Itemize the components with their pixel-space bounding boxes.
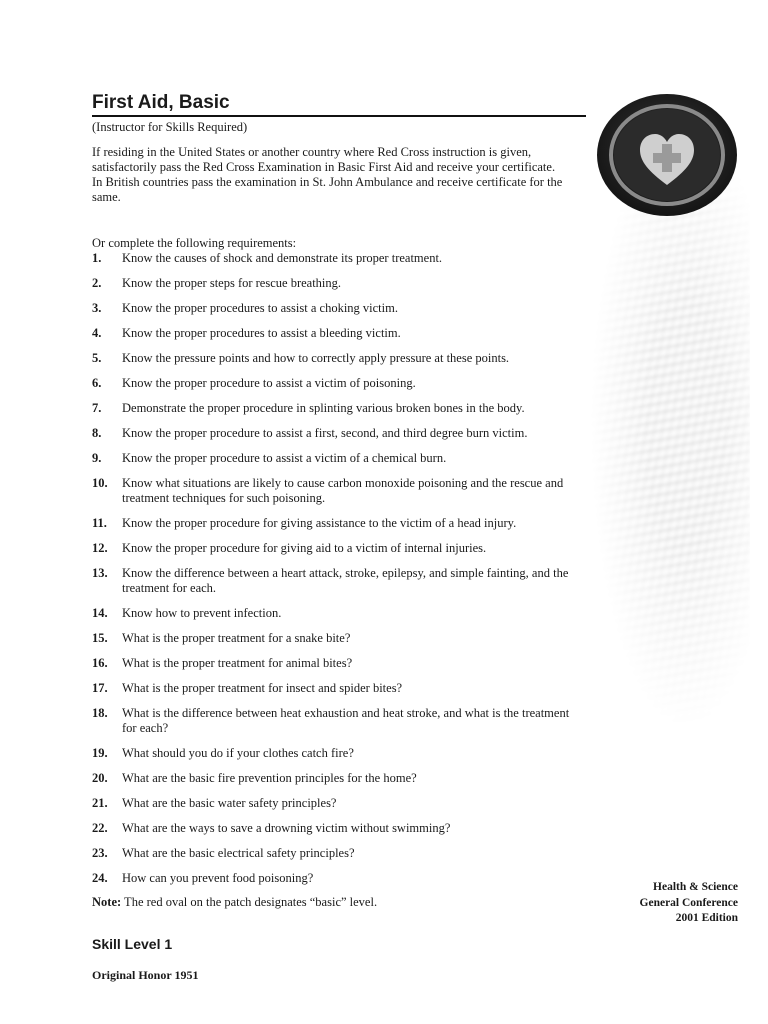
requirement-text: What are the basic electrical safety principles? [122, 846, 355, 860]
requirements-lead-in: Or complete the following requirements: [92, 236, 297, 250]
requirement-number: 2. [92, 276, 102, 290]
requirement-text: Know the proper steps for rescue breathing. [122, 276, 342, 290]
note [92, 895, 377, 910]
requirement-number: 16. [92, 656, 108, 670]
requirement-number: 5. [92, 351, 102, 365]
requirement-item [92, 771, 586, 786]
requirement-number: 4. [92, 326, 102, 340]
requirement-item [92, 541, 586, 556]
honor-patch [596, 93, 738, 217]
requirement-text: What should you do if your clothes catch fire? [122, 746, 354, 760]
requirement-item [92, 796, 586, 811]
requirement-number: 23. [92, 846, 108, 860]
requirement-item [92, 566, 586, 596]
intro-paragraph-british: In British countries pass the examination in St. John Ambulance and receive certificate for the same. [92, 175, 563, 204]
requirement-text: What are the basic water safety principles? [122, 796, 337, 810]
requirement-number: 20. [92, 771, 108, 785]
requirement-text: What is the difference between heat exhaustion and heat stroke, and what is the treatment for each? [122, 706, 570, 735]
note-text: The red oval on the patch designates “basic” level. [121, 895, 378, 909]
requirement-number: 3. [92, 301, 102, 315]
requirement-item [92, 351, 586, 366]
requirement-text: Know the proper procedure to assist a first, second, and third degree burn victim. [122, 426, 528, 440]
requirement-number: 11. [92, 516, 107, 530]
requirement-item [92, 301, 586, 316]
requirement-item [92, 326, 586, 341]
requirement-number: 9. [92, 451, 102, 465]
requirement-number: 22. [92, 821, 108, 835]
requirement-item [92, 706, 586, 736]
requirement-text: What are the basic fire prevention principles for the home? [122, 771, 417, 785]
requirement-number: 12. [92, 541, 108, 555]
requirement-number: 6. [92, 376, 102, 390]
requirement-item [92, 821, 586, 836]
note-label: Note: [92, 895, 122, 909]
requirement-text: Know the proper procedure to assist a victim of a chemical burn. [122, 451, 447, 465]
requirement-item [92, 631, 586, 646]
requirement-item [92, 376, 586, 391]
requirement-item [92, 681, 586, 696]
requirement-text: Know what situations are likely to cause carbon monoxide poisoning and the rescue and treatment techniques for such poisoning. [122, 476, 564, 505]
requirement-item [92, 251, 586, 266]
requirement-number: 15. [92, 631, 108, 645]
requirement-text: Know the proper procedure for giving aid to a victim of internal injuries. [122, 541, 487, 555]
requirement-item [92, 871, 586, 886]
requirement-item [92, 746, 586, 761]
requirement-text: What is the proper treatment for insect and spider bites? [122, 681, 403, 695]
title-rule [92, 115, 586, 117]
requirement-number: 7. [92, 401, 102, 415]
requirement-text: Know the causes of shock and demonstrate its proper treatment. [122, 251, 443, 265]
requirement-item [92, 276, 586, 291]
requirement-item [92, 426, 586, 441]
requirement-item [92, 476, 586, 506]
original-honor-year: Original Honor 1951 [92, 968, 199, 982]
requirement-text: Know the difference between a heart attack, stroke, epilepsy, and simple fainting, and the treatment for each. [122, 566, 569, 595]
intro-paragraph-us: If residing in the United States or another country where Red Cross instruction is given, satisfactorily pass the Red Cross Examination in Basic First Aid and receive your certificate. [92, 145, 556, 174]
requirement-item [92, 451, 586, 466]
requirement-number: 19. [92, 746, 108, 760]
requirement-text: What is the proper treatment for animal bites? [122, 656, 353, 670]
publisher-credits [640, 880, 738, 927]
requirement-item [92, 401, 586, 416]
requirement-number: 18. [92, 706, 108, 720]
requirement-item [92, 606, 586, 621]
credits-line-department: Health & Science [653, 881, 738, 893]
page-title: First Aid, Basic [92, 92, 230, 113]
instructor-note: (Instructor for Skills Required) [92, 120, 248, 134]
credits-line-edition: 2001 Edition [675, 912, 738, 924]
requirement-number: 17. [92, 681, 108, 695]
requirement-number: 21. [92, 796, 108, 810]
requirement-text: Know the proper procedures to assist a bleeding victim. [122, 326, 401, 340]
requirement-text: Demonstrate the proper procedure in splinting various broken bones in the body. [122, 401, 525, 415]
requirement-number: 8. [92, 426, 102, 440]
requirement-text: Know the proper procedures to assist a choking victim. [122, 301, 398, 315]
skill-level: Skill Level 1 [92, 936, 173, 952]
requirement-number: 14. [92, 606, 108, 620]
requirement-number: 10. [92, 476, 108, 490]
requirement-item [92, 846, 586, 861]
requirement-number: 24. [92, 871, 108, 885]
requirement-item [92, 656, 586, 671]
requirement-item [92, 516, 586, 531]
requirements-list [92, 251, 586, 896]
requirement-number: 1. [92, 251, 102, 265]
requirement-text: What are the ways to save a drowning victim without swimming? [122, 821, 451, 835]
requirement-text: What is the proper treatment for a snake bite? [122, 631, 351, 645]
requirement-text: Know how to prevent infection. [122, 606, 282, 620]
credits-line-organization: General Conference [639, 896, 738, 909]
requirement-text: How can you prevent food poisoning? [122, 871, 314, 885]
requirement-text: Know the proper procedure to assist a victim of poisoning. [122, 376, 416, 390]
requirement-text: Know the proper procedure for giving assistance to the victim of a head injury. [122, 516, 517, 530]
fabric-texture-decoration [590, 150, 750, 760]
requirement-text: Know the pressure points and how to correctly apply pressure at these points. [122, 351, 510, 365]
intro-text [92, 145, 586, 205]
requirement-number: 13. [92, 566, 108, 580]
